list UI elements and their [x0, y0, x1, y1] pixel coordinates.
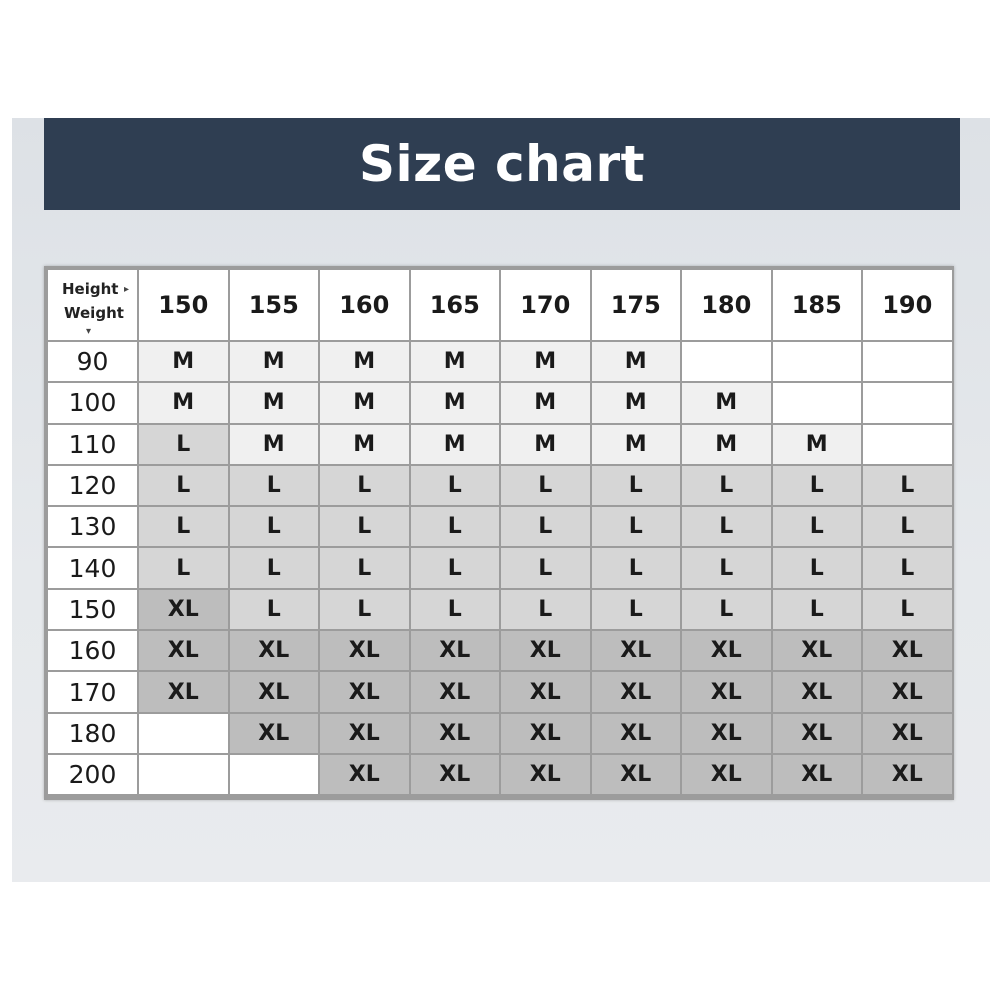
size-cell: XL: [682, 714, 771, 753]
size-cell: XL: [501, 755, 590, 794]
size-cell: L: [230, 548, 319, 587]
size-cell: M: [682, 383, 771, 422]
size-cell: XL: [139, 672, 228, 711]
weight-label: Weight: [64, 304, 124, 322]
size-cell: M: [682, 425, 771, 464]
size-cell: L: [592, 507, 681, 546]
size-cell: M: [320, 425, 409, 464]
size-cell: L: [773, 590, 862, 629]
size-cell: M: [773, 425, 862, 464]
size-cell: XL: [230, 672, 319, 711]
size-cell: M: [501, 383, 590, 422]
size-cell: XL: [682, 631, 771, 670]
size-cell: L: [682, 548, 771, 587]
height-header-185: 185: [773, 270, 862, 340]
size-cell: [863, 425, 952, 464]
page-title: Size chart: [358, 135, 646, 193]
table-row: [48, 590, 952, 629]
height-header-165: 165: [411, 270, 500, 340]
size-cell: L: [411, 548, 500, 587]
size-cell: L: [773, 507, 862, 546]
size-cell: L: [863, 466, 952, 505]
size-cell: M: [592, 425, 681, 464]
weight-label-140: 140: [48, 548, 137, 587]
height-header-160: 160: [320, 270, 409, 340]
size-cell: XL: [501, 714, 590, 753]
size-cell: M: [320, 342, 409, 381]
size-cell: L: [411, 507, 500, 546]
size-chart-table: [46, 268, 954, 796]
size-cell: L: [320, 590, 409, 629]
weight-label-90: 90: [48, 342, 137, 381]
size-cell: L: [139, 425, 228, 464]
corner-cell: [48, 270, 137, 340]
size-cell: XL: [773, 672, 862, 711]
size-cell: XL: [230, 631, 319, 670]
table-row: [48, 548, 952, 587]
weight-label-100: 100: [48, 383, 137, 422]
size-cell: M: [411, 383, 500, 422]
weight-label-150: 150: [48, 590, 137, 629]
size-cell: XL: [501, 631, 590, 670]
height-header-175: 175: [592, 270, 681, 340]
size-cell: M: [411, 425, 500, 464]
size-cell: XL: [773, 755, 862, 794]
size-cell: XL: [411, 672, 500, 711]
size-cell: L: [501, 590, 590, 629]
size-cell: XL: [139, 590, 228, 629]
size-cell: XL: [773, 631, 862, 670]
size-cell: L: [320, 548, 409, 587]
triangle-down-icon: ▾: [86, 326, 92, 337]
size-cell: XL: [411, 755, 500, 794]
size-cell: XL: [501, 672, 590, 711]
size-cell: XL: [863, 672, 952, 711]
table-row: [48, 672, 952, 711]
weight-label-120: 120: [48, 466, 137, 505]
table-row: [48, 383, 952, 422]
height-header-180: 180: [682, 270, 771, 340]
size-cell: M: [592, 342, 681, 381]
size-cell: XL: [592, 631, 681, 670]
size-cell: [863, 383, 952, 422]
size-cell: XL: [320, 672, 409, 711]
size-cell: L: [320, 466, 409, 505]
size-cell: XL: [592, 755, 681, 794]
height-header-155: 155: [230, 270, 319, 340]
size-cell: [863, 342, 952, 381]
size-cell: L: [682, 590, 771, 629]
size-cell: XL: [411, 631, 500, 670]
size-cell: M: [139, 383, 228, 422]
size-cell: L: [139, 507, 228, 546]
size-cell: XL: [863, 631, 952, 670]
size-cell: XL: [592, 672, 681, 711]
height-header-150: 150: [139, 270, 228, 340]
table-row: [48, 466, 952, 505]
size-cell: XL: [230, 714, 319, 753]
size-cell: L: [773, 466, 862, 505]
height-header-190: 190: [863, 270, 952, 340]
size-cell: L: [863, 590, 952, 629]
size-cell: XL: [863, 714, 952, 753]
size-cell: [682, 342, 771, 381]
size-cell: L: [411, 466, 500, 505]
triangle-right-icon: ▸: [124, 284, 130, 295]
table-row: [48, 342, 952, 381]
table-row: [48, 755, 952, 794]
size-cell: M: [501, 425, 590, 464]
size-cell: XL: [320, 714, 409, 753]
size-cell: XL: [863, 755, 952, 794]
title-banner: [44, 118, 960, 210]
weight-label-200: 200: [48, 755, 137, 794]
size-cell: L: [139, 548, 228, 587]
table-row: [48, 631, 952, 670]
size-cell: XL: [320, 755, 409, 794]
size-cell: L: [592, 466, 681, 505]
weight-label-160: 160: [48, 631, 137, 670]
size-cell: L: [773, 548, 862, 587]
size-cell: XL: [139, 631, 228, 670]
size-cell: M: [230, 425, 319, 464]
table-row: [48, 507, 952, 546]
size-cell: XL: [320, 631, 409, 670]
size-cell: L: [501, 548, 590, 587]
size-cell: M: [592, 383, 681, 422]
size-cell: M: [230, 342, 319, 381]
size-cell: L: [501, 507, 590, 546]
size-cell: L: [230, 466, 319, 505]
size-cell: M: [320, 383, 409, 422]
size-cell: [773, 342, 862, 381]
table-row: [48, 425, 952, 464]
table-row: [48, 714, 952, 753]
size-cell: L: [139, 466, 228, 505]
size-cell: XL: [411, 714, 500, 753]
header-row: [48, 270, 952, 340]
weight-label-180: 180: [48, 714, 137, 753]
size-cell: XL: [773, 714, 862, 753]
weight-label-170: 170: [48, 672, 137, 711]
size-cell: L: [230, 590, 319, 629]
size-cell: [139, 714, 228, 753]
size-cell: XL: [682, 672, 771, 711]
size-cell: L: [863, 548, 952, 587]
size-cell: L: [411, 590, 500, 629]
size-cell: M: [411, 342, 500, 381]
size-cell: XL: [592, 714, 681, 753]
size-cell: [139, 755, 228, 794]
size-cell: L: [682, 466, 771, 505]
size-cell: M: [501, 342, 590, 381]
size-cell: L: [320, 507, 409, 546]
weight-label-130: 130: [48, 507, 137, 546]
size-cell: XL: [682, 755, 771, 794]
size-chart-table-frame: [44, 266, 954, 800]
size-cell: L: [230, 507, 319, 546]
height-label: Height: [62, 280, 119, 298]
size-cell: M: [139, 342, 228, 381]
size-cell: L: [682, 507, 771, 546]
size-cell: L: [592, 548, 681, 587]
size-cell: [773, 383, 862, 422]
size-cell: L: [501, 466, 590, 505]
height-header-170: 170: [501, 270, 590, 340]
size-cell: L: [592, 590, 681, 629]
size-cell: L: [863, 507, 952, 546]
size-cell: [230, 755, 319, 794]
weight-label-110: 110: [48, 425, 137, 464]
size-cell: M: [230, 383, 319, 422]
